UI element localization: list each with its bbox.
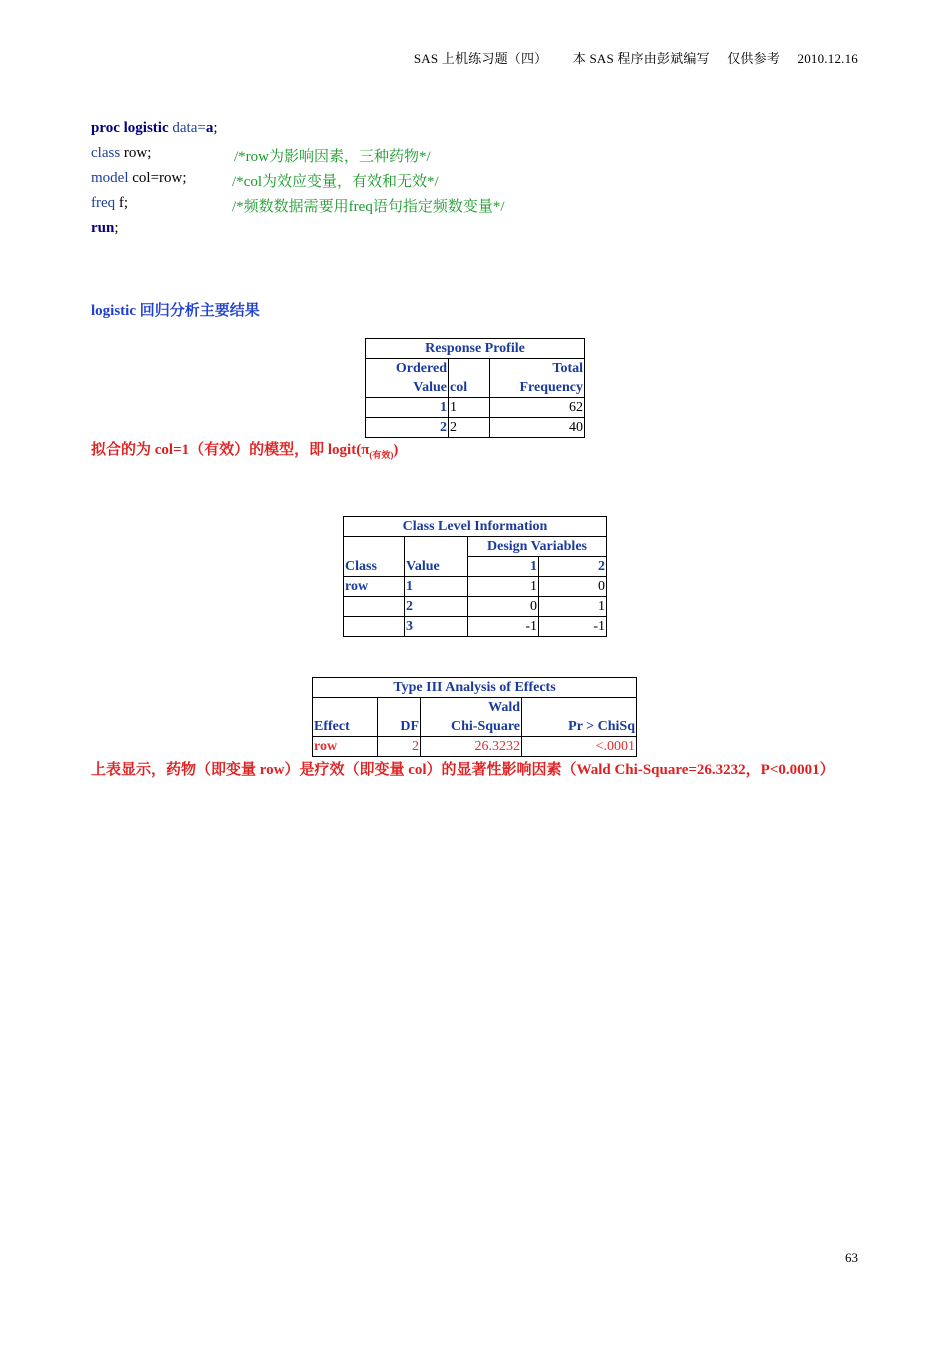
- code-text: col=row;: [128, 170, 187, 186]
- cell: 0: [539, 577, 607, 597]
- header-line: Total: [552, 361, 583, 376]
- cell: <.0001: [522, 737, 637, 757]
- header-line: Ordered: [395, 361, 447, 376]
- cell: 26.3232: [421, 737, 522, 757]
- header-note: 仅供参考: [727, 51, 781, 66]
- cell: 62: [490, 398, 585, 418]
- cell: 40: [490, 418, 585, 438]
- cell: 2: [378, 737, 421, 757]
- code-comment: /*col为效应变量，有效和无效*/: [232, 174, 439, 190]
- code-statement: model: [91, 170, 129, 186]
- cell: 3: [405, 617, 468, 637]
- cell: -1: [468, 617, 539, 637]
- table-caption: Class Level Information: [344, 517, 607, 537]
- cell: 1: [468, 577, 539, 597]
- table-row: [366, 418, 585, 438]
- column-header: col: [449, 359, 490, 398]
- header-title: SAS 上机练习题（四）: [413, 51, 548, 66]
- column-header: Design Variables: [468, 537, 607, 557]
- page-number: 63: [845, 1250, 858, 1265]
- cell: 2: [449, 418, 490, 438]
- column-header: Value: [405, 537, 468, 577]
- code-line-class: [91, 145, 431, 165]
- code-text: data=: [168, 120, 206, 136]
- cell: 1: [539, 597, 607, 617]
- note-significance: 上表显示，药物（即变量 row）是疗效（即变量 col）的显著性影响因素（Wald Chi-Square=26.3232，P<0.0001）: [91, 762, 835, 778]
- table-row: [344, 577, 607, 597]
- table-caption: Response Profile: [366, 339, 585, 359]
- header-line: Chi-Square: [451, 719, 520, 734]
- code-comment: /*频数数据需要用freq语句指定频数变量*/: [232, 199, 505, 215]
- column-header: Pr > ChiSq: [522, 698, 637, 737]
- cell: [344, 597, 405, 617]
- column-header: Class: [344, 537, 405, 577]
- code-keyword: proc logistic: [91, 120, 169, 136]
- code-statement: class: [91, 145, 121, 161]
- header-line: Value: [413, 380, 447, 395]
- code-keyword: a: [205, 120, 214, 136]
- cell: row: [344, 577, 405, 597]
- table-row: [344, 617, 607, 637]
- column-header: [421, 698, 522, 737]
- section-title: logistic 回归分析主要结果: [91, 303, 260, 319]
- code-statement: freq: [91, 195, 116, 211]
- cell: 1: [405, 577, 468, 597]
- note-text: ): [393, 442, 399, 458]
- header-line: Frequency: [519, 380, 583, 395]
- code-line-run: [91, 220, 119, 237]
- cell: -1: [539, 617, 607, 637]
- cell: [344, 617, 405, 637]
- table-caption: Type III Analysis of Effects: [313, 678, 637, 698]
- header-line: Wald: [488, 700, 520, 715]
- cell: 2: [405, 597, 468, 617]
- page-header: [400, 48, 858, 67]
- code-text: ;: [213, 120, 218, 136]
- code-line-proc: [91, 120, 218, 137]
- code-keyword: run: [91, 220, 115, 236]
- code-text: f;: [115, 195, 129, 211]
- note-model-fit: [91, 438, 398, 461]
- note-text: 拟合的为 col=1（有效）的模型，即 logit(π: [91, 442, 370, 458]
- cell: 0: [468, 597, 539, 617]
- code-line-freq: [91, 195, 505, 215]
- response-profile-table: [365, 338, 585, 438]
- column-header: 2: [539, 557, 607, 577]
- table-row: [313, 737, 637, 757]
- class-level-table: [343, 516, 607, 637]
- table-row: [344, 597, 607, 617]
- column-header: DF: [378, 698, 421, 737]
- note-subscript: (有效): [369, 450, 394, 460]
- cell: 1: [366, 398, 449, 418]
- code-text: row;: [120, 145, 152, 161]
- header-date: 2010.12.16: [797, 51, 858, 66]
- header-author: 本 SAS 程序由彭斌编写: [572, 51, 710, 66]
- column-header: [490, 359, 585, 398]
- column-header: 1: [468, 557, 539, 577]
- type3-effects-table: [312, 677, 637, 757]
- cell: 1: [449, 398, 490, 418]
- code-comment: /*row为影响因素，三种药物*/: [234, 149, 431, 165]
- table-row: [366, 398, 585, 418]
- column-header: Effect: [313, 698, 378, 737]
- cell: row: [313, 737, 378, 757]
- column-header: [366, 359, 449, 398]
- cell: 2: [366, 418, 449, 438]
- code-text: ;: [114, 220, 119, 236]
- code-line-model: [91, 170, 439, 190]
